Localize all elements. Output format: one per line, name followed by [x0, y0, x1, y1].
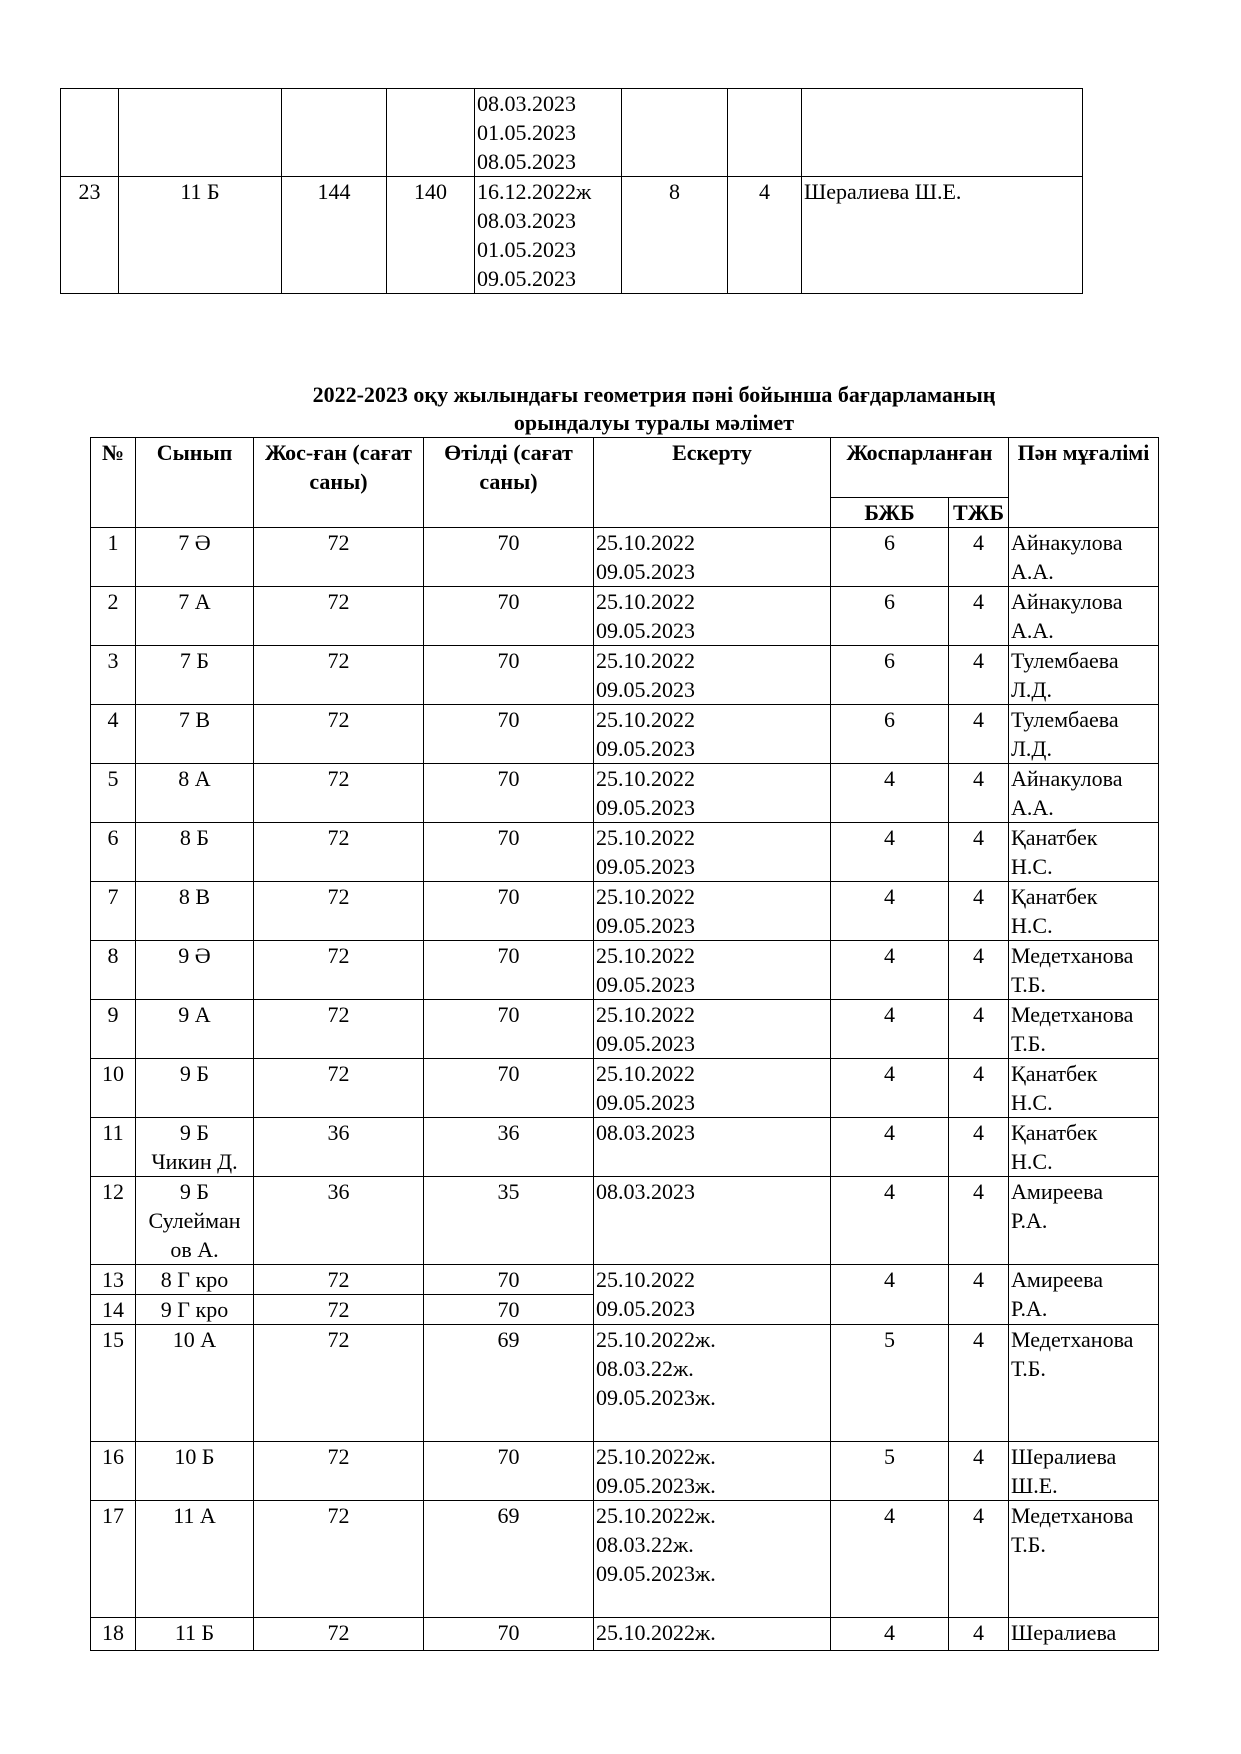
taught-hours-cell: 35: [424, 1177, 594, 1265]
class-cell-line: 8 В: [178, 884, 211, 909]
taught-hours-cell: 70: [424, 823, 594, 882]
row-number: 13: [91, 1265, 136, 1295]
bjb-cell: 4: [831, 1618, 949, 1651]
bjb-cell: 4: [831, 823, 949, 882]
teacher-cell: [1009, 941, 1159, 1000]
date-line: 16.12.2022ж: [477, 179, 592, 204]
row-number: [61, 89, 119, 177]
teacher-cell: [1009, 1177, 1159, 1265]
note-cell: [594, 1325, 831, 1442]
teacher-cell-line: Медетханова: [1011, 1503, 1134, 1528]
bjb-cell: 4: [831, 764, 949, 823]
tjb-cell: 4: [949, 1325, 1009, 1442]
tjb-cell: 4: [949, 1501, 1009, 1618]
table-row: [91, 882, 1159, 941]
note-cell: [594, 1118, 831, 1177]
planned-hours-cell: [282, 89, 387, 177]
class-cell-line: 7 В: [178, 707, 211, 732]
table-row: [91, 1118, 1159, 1177]
row-number: 14: [91, 1295, 136, 1325]
class-cell: [136, 941, 254, 1000]
class-cell: [136, 1618, 254, 1651]
class-cell: [136, 1442, 254, 1501]
class-cell: [136, 587, 254, 646]
note-cell-line: 08.03.2023: [596, 1120, 695, 1145]
note-cell: [594, 1177, 831, 1265]
class-cell: [136, 1501, 254, 1618]
table-row: [91, 1000, 1159, 1059]
date-line: 08.03.2023: [477, 208, 576, 233]
row-number: 12: [91, 1177, 136, 1265]
teacher-cell-line: Т.Б.: [1011, 1031, 1046, 1056]
taught-hours-cell: 140: [387, 177, 475, 294]
teacher-cell-line: Медетханова: [1011, 1002, 1134, 1027]
tjb-cell: 4: [949, 587, 1009, 646]
teacher-cell: [1009, 1000, 1159, 1059]
row-number: 17: [91, 1501, 136, 1618]
bjb-cell: 4: [831, 1000, 949, 1059]
tjb-cell: 4: [949, 1442, 1009, 1501]
note-cell: [594, 1442, 831, 1501]
teacher-cell: [1009, 882, 1159, 941]
table-row: [91, 1501, 1159, 1618]
note-cell: [594, 587, 831, 646]
planned-hours-cell: 72: [254, 1501, 424, 1618]
tjb-cell: 4: [949, 646, 1009, 705]
teacher-cell-line: Айнакулова: [1011, 766, 1123, 791]
tjb-cell: 4: [949, 941, 1009, 1000]
tjb-cell: 4: [949, 1000, 1009, 1059]
table-row: [91, 587, 1159, 646]
class-cell-line: 8 А: [178, 766, 211, 791]
class-cell-line: 8 Б: [179, 825, 210, 850]
planned-hours-cell: 72: [254, 528, 424, 587]
teacher-cell: [1009, 764, 1159, 823]
planned-hours-cell: 72: [254, 1000, 424, 1059]
date-line: 08.03.2023: [477, 91, 576, 116]
row-number: 18: [91, 1618, 136, 1651]
bjb-cell: 5: [831, 1442, 949, 1501]
class-cell: [136, 528, 254, 587]
note-cell-line: 09.05.2023: [596, 854, 695, 879]
teacher-cell-line: Амиреева: [1011, 1179, 1103, 1204]
dates-cell: [475, 89, 622, 177]
header-number: №: [91, 438, 136, 528]
planned-hours-cell: 144: [282, 177, 387, 294]
note-cell: [594, 1000, 831, 1059]
note-cell-line: 25.10.2022: [596, 589, 695, 614]
teacher-cell-line: Айнакулова: [1011, 530, 1123, 555]
table-row: [91, 1442, 1159, 1501]
teacher-cell-line: Қанатбек: [1011, 825, 1098, 850]
tjb-cell: 4: [949, 705, 1009, 764]
teacher-cell: [1009, 1265, 1159, 1325]
document-title: [150, 381, 1158, 437]
teacher-cell: [1009, 1501, 1159, 1618]
header-planned-group: Жоспарланған: [831, 438, 1009, 498]
taught-hours-cell: 70: [424, 587, 594, 646]
teacher-cell: [1009, 1618, 1159, 1651]
note-cell-line: 09.05.2023: [596, 736, 695, 761]
teacher-cell-line: Р.А.: [1011, 1296, 1048, 1321]
note-cell: [594, 941, 831, 1000]
table-row: [91, 1265, 1159, 1295]
planned-hours-cell: 72: [254, 705, 424, 764]
class-cell-line: 9 Ә: [178, 943, 211, 968]
note-cell-line: 09.05.2023ж.: [596, 1473, 716, 1498]
date-line: 08.05.2023: [477, 149, 576, 174]
teacher-cell-line: А.А.: [1011, 795, 1054, 820]
class-cell: [136, 882, 254, 941]
class-cell: [136, 1059, 254, 1118]
teacher-cell-line: Қанатбек: [1011, 1061, 1098, 1086]
planned-hours-cell: 72: [254, 1265, 424, 1295]
teacher-cell-line: Айнакулова: [1011, 589, 1123, 614]
taught-hours-cell: 70: [424, 1265, 594, 1295]
teacher-cell-line: Л.Д.: [1011, 677, 1052, 702]
table-row: [91, 1059, 1159, 1118]
teacher-cell: [802, 89, 1083, 177]
note-cell-line: 09.05.2023: [596, 618, 695, 643]
planned-hours-cell: 72: [254, 882, 424, 941]
teacher-cell-line: Т.Б.: [1011, 1356, 1046, 1381]
planned-hours-cell: 72: [254, 764, 424, 823]
teacher-cell-line: Тулембаева: [1011, 648, 1119, 673]
class-cell-line: 9 А: [178, 1002, 211, 1027]
teacher-cell-line: Тулембаева: [1011, 707, 1119, 732]
note-cell-line: 25.10.2022: [596, 825, 695, 850]
table-row: [91, 528, 1159, 587]
class-cell-line: 7 Б: [179, 648, 210, 673]
note-cell-line: 25.10.2022: [596, 1061, 695, 1086]
planned-hours-cell: 72: [254, 941, 424, 1000]
row-number: 15: [91, 1325, 136, 1442]
planned-hours-cell: 36: [254, 1118, 424, 1177]
note-cell-line: 25.10.2022: [596, 707, 695, 732]
bjb-cell: 6: [831, 528, 949, 587]
note-cell: [594, 705, 831, 764]
note-cell: [594, 1618, 831, 1651]
teacher-cell: Шералиева Ш.Е.: [802, 177, 1083, 294]
teacher-cell: [1009, 705, 1159, 764]
bjb-cell: 6: [831, 646, 949, 705]
row-number: 8: [91, 941, 136, 1000]
taught-hours-cell: 70: [424, 764, 594, 823]
teacher-cell-line: Т.Б.: [1011, 972, 1046, 997]
teacher-cell-line: Ш.Е.: [1011, 1473, 1058, 1498]
note-cell-line: 25.10.2022: [596, 530, 695, 555]
note-cell-line: 09.05.2023: [596, 677, 695, 702]
teacher-cell-line: Амиреева: [1011, 1267, 1103, 1292]
note-cell-line: 09.05.2023ж.: [596, 1561, 716, 1586]
bjb-cell: 4: [831, 1265, 949, 1325]
class-cell: 8 Г кро: [136, 1265, 254, 1295]
table-row: [91, 1325, 1159, 1442]
note-cell-line: 08.03.22ж.: [596, 1356, 694, 1381]
header-row: [91, 438, 1159, 498]
class-cell: [136, 646, 254, 705]
note-cell: [594, 882, 831, 941]
bjb-cell: 8: [622, 177, 728, 294]
note-cell-line: 08.03.22ж.: [596, 1532, 694, 1557]
bjb-cell: 6: [831, 587, 949, 646]
row-number: 10: [91, 1059, 136, 1118]
teacher-cell: [1009, 528, 1159, 587]
class-cell: 9 Г кро: [136, 1295, 254, 1325]
note-cell-line: 25.10.2022ж.: [596, 1503, 716, 1528]
taught-hours-cell: 70: [424, 1618, 594, 1651]
bjb-cell: 4: [831, 1118, 949, 1177]
note-cell-line: 25.10.2022: [596, 884, 695, 909]
header-teacher: Пән мұғалімі: [1009, 438, 1159, 528]
class-cell: [136, 1118, 254, 1177]
continuation-table: [60, 88, 1083, 294]
bjb-cell: [622, 89, 728, 177]
class-cell: 11 Б: [119, 177, 282, 294]
table-row: [91, 705, 1159, 764]
taught-hours-cell: 70: [424, 882, 594, 941]
teacher-cell-line: Н.С.: [1011, 854, 1053, 879]
class-cell-line: 9 Б: [179, 1179, 210, 1204]
taught-hours-cell: 69: [424, 1501, 594, 1618]
teacher-cell: [1009, 646, 1159, 705]
teacher-cell: [1009, 1059, 1159, 1118]
note-cell: [594, 823, 831, 882]
class-cell-line: 10 А: [172, 1327, 217, 1352]
class-cell: [136, 1177, 254, 1265]
note-cell-line: 09.05.2023: [596, 795, 695, 820]
table-row: [91, 1177, 1159, 1265]
note-cell-line: 09.05.2023: [596, 1296, 695, 1321]
row-number: 1: [91, 528, 136, 587]
taught-hours-cell: 70: [424, 1000, 594, 1059]
note-cell-line: 09.05.2023: [596, 913, 695, 938]
note-cell-line: 09.05.2023: [596, 1031, 695, 1056]
taught-hours-cell: 70: [424, 705, 594, 764]
planned-hours-cell: 72: [254, 1059, 424, 1118]
planned-hours-cell: 72: [254, 587, 424, 646]
note-cell-line: 09.05.2023: [596, 1090, 695, 1115]
row-number: 4: [91, 705, 136, 764]
taught-hours-cell: 70: [424, 1295, 594, 1325]
taught-hours-cell: [387, 89, 475, 177]
row-number: 11: [91, 1118, 136, 1177]
class-cell-line: Чикин Д.: [151, 1149, 238, 1174]
class-cell: [136, 764, 254, 823]
teacher-cell-line: Н.С.: [1011, 1149, 1053, 1174]
taught-hours-cell: 70: [424, 1442, 594, 1501]
note-cell: [594, 1501, 831, 1618]
teacher-cell-line: А.А.: [1011, 618, 1054, 643]
note-cell: [594, 1265, 831, 1325]
teacher-cell-line: Т.Б.: [1011, 1532, 1046, 1557]
teacher-cell-line: Қанатбек: [1011, 1120, 1098, 1145]
class-cell-line: 11 Б: [174, 1620, 215, 1645]
note-cell-line: 09.05.2023: [596, 559, 695, 584]
teacher-cell-line: Медетханова: [1011, 943, 1134, 968]
class-cell-line: 9 Б: [179, 1061, 210, 1086]
teacher-cell: [1009, 1442, 1159, 1501]
taught-hours-cell: 70: [424, 1059, 594, 1118]
tjb-cell: 4: [949, 1265, 1009, 1325]
note-cell-line: 25.10.2022ж.: [596, 1444, 716, 1469]
class-cell-line: 7 А: [178, 589, 211, 614]
planned-hours-cell: 72: [254, 1442, 424, 1501]
note-cell-line: 25.10.2022ж.: [596, 1620, 716, 1645]
teacher-cell-line: Л.Д.: [1011, 736, 1052, 761]
note-cell: [594, 764, 831, 823]
header-taught-hours: Өтілді (сағат саны): [424, 438, 594, 528]
tjb-cell: 4: [949, 1177, 1009, 1265]
note-cell-line: 25.10.2022: [596, 1267, 695, 1292]
teacher-cell: [1009, 823, 1159, 882]
class-cell: [136, 1000, 254, 1059]
teacher-cell-line: Медетханова: [1011, 1327, 1134, 1352]
teacher-cell-line: Н.С.: [1011, 913, 1053, 938]
header-note: Ескерту: [594, 438, 831, 528]
note-cell-line: 09.05.2023: [596, 972, 695, 997]
note-cell: [594, 1059, 831, 1118]
row-number: 23: [61, 177, 119, 294]
row-number: 2: [91, 587, 136, 646]
bjb-cell: 6: [831, 705, 949, 764]
table-row: [91, 764, 1159, 823]
note-cell-line: 25.10.2022: [596, 1002, 695, 1027]
bjb-cell: 5: [831, 1325, 949, 1442]
class-cell-line: ов А.: [170, 1237, 219, 1262]
tjb-cell: 4: [949, 528, 1009, 587]
planned-hours-cell: 72: [254, 823, 424, 882]
header-tjb: ТЖБ: [949, 498, 1009, 528]
teacher-cell-line: А.А.: [1011, 559, 1054, 584]
table-row: [91, 823, 1159, 882]
header-bjb: БЖБ: [831, 498, 949, 528]
table-row: [91, 941, 1159, 1000]
note-cell-line: 25.10.2022: [596, 943, 695, 968]
taught-hours-cell: 70: [424, 528, 594, 587]
row-number: 16: [91, 1442, 136, 1501]
note-cell: [594, 646, 831, 705]
note-cell-line: 25.10.2022: [596, 648, 695, 673]
note-cell-line: 09.05.2023ж.: [596, 1385, 716, 1410]
teacher-cell-line: Шералиева: [1011, 1444, 1117, 1469]
geometry-program-table: [90, 437, 1159, 1651]
note-cell-line: 25.10.2022: [596, 766, 695, 791]
date-line: 09.05.2023: [477, 266, 576, 291]
tjb-cell: 4: [949, 823, 1009, 882]
note-cell-line: 08.03.2023: [596, 1179, 695, 1204]
table-row: [61, 177, 1083, 294]
teacher-cell-line: Н.С.: [1011, 1090, 1053, 1115]
class-cell: [136, 705, 254, 764]
header-planned-hours: Жос-ған (сағат саны): [254, 438, 424, 528]
planned-hours-cell: 72: [254, 1295, 424, 1325]
title-line-2: орындалуы туралы мәлімет: [513, 410, 795, 435]
taught-hours-cell: 70: [424, 941, 594, 1000]
tjb-cell: 4: [949, 764, 1009, 823]
dates-cell: [475, 177, 622, 294]
row-number: 6: [91, 823, 136, 882]
note-cell-line: 25.10.2022ж.: [596, 1327, 716, 1352]
bjb-cell: 4: [831, 1501, 949, 1618]
class-cell-line: 10 Б: [174, 1444, 215, 1469]
table-row: [91, 646, 1159, 705]
note-cell: [594, 528, 831, 587]
tjb-cell: 4: [728, 177, 802, 294]
planned-hours-cell: 72: [254, 646, 424, 705]
bjb-cell: 4: [831, 1177, 949, 1265]
taught-hours-cell: 69: [424, 1325, 594, 1442]
class-cell-line: Сулейман: [148, 1208, 241, 1233]
bjb-cell: 4: [831, 941, 949, 1000]
table-row: [91, 1618, 1159, 1651]
table-row: [61, 89, 1083, 177]
date-line: 01.05.2023: [477, 237, 576, 262]
class-cell-line: 7 Ә: [178, 530, 211, 555]
class-cell: [119, 89, 282, 177]
teacher-cell-line: Р.А.: [1011, 1208, 1048, 1233]
teacher-cell: [1009, 1325, 1159, 1442]
teacher-cell: [1009, 1118, 1159, 1177]
bjb-cell: 4: [831, 1059, 949, 1118]
tjb-cell: 4: [949, 1118, 1009, 1177]
class-cell-line: 9 Б: [179, 1120, 210, 1145]
header-class: Сынып: [136, 438, 254, 528]
planned-hours-cell: 72: [254, 1325, 424, 1442]
planned-hours-cell: 72: [254, 1618, 424, 1651]
teacher-cell-line: Қанатбек: [1011, 884, 1098, 909]
tjb-cell: 4: [949, 1059, 1009, 1118]
taught-hours-cell: 36: [424, 1118, 594, 1177]
class-cell-line: 11 А: [173, 1503, 216, 1528]
teacher-cell: [1009, 587, 1159, 646]
title-line-1: 2022-2023 оқу жылындағы геометрия пәні бойынша бағдарламаның: [312, 382, 996, 407]
row-number: 9: [91, 1000, 136, 1059]
class-cell: [136, 823, 254, 882]
tjb-cell: 4: [949, 882, 1009, 941]
tjb-cell: [728, 89, 802, 177]
row-number: 3: [91, 646, 136, 705]
teacher-cell-line: Шералиева: [1011, 1620, 1117, 1645]
class-cell: [136, 1325, 254, 1442]
tjb-cell: 4: [949, 1618, 1009, 1651]
taught-hours-cell: 70: [424, 646, 594, 705]
row-number: 7: [91, 882, 136, 941]
bjb-cell: 4: [831, 882, 949, 941]
row-number: 5: [91, 764, 136, 823]
date-line: 01.05.2023: [477, 120, 576, 145]
planned-hours-cell: 36: [254, 1177, 424, 1265]
